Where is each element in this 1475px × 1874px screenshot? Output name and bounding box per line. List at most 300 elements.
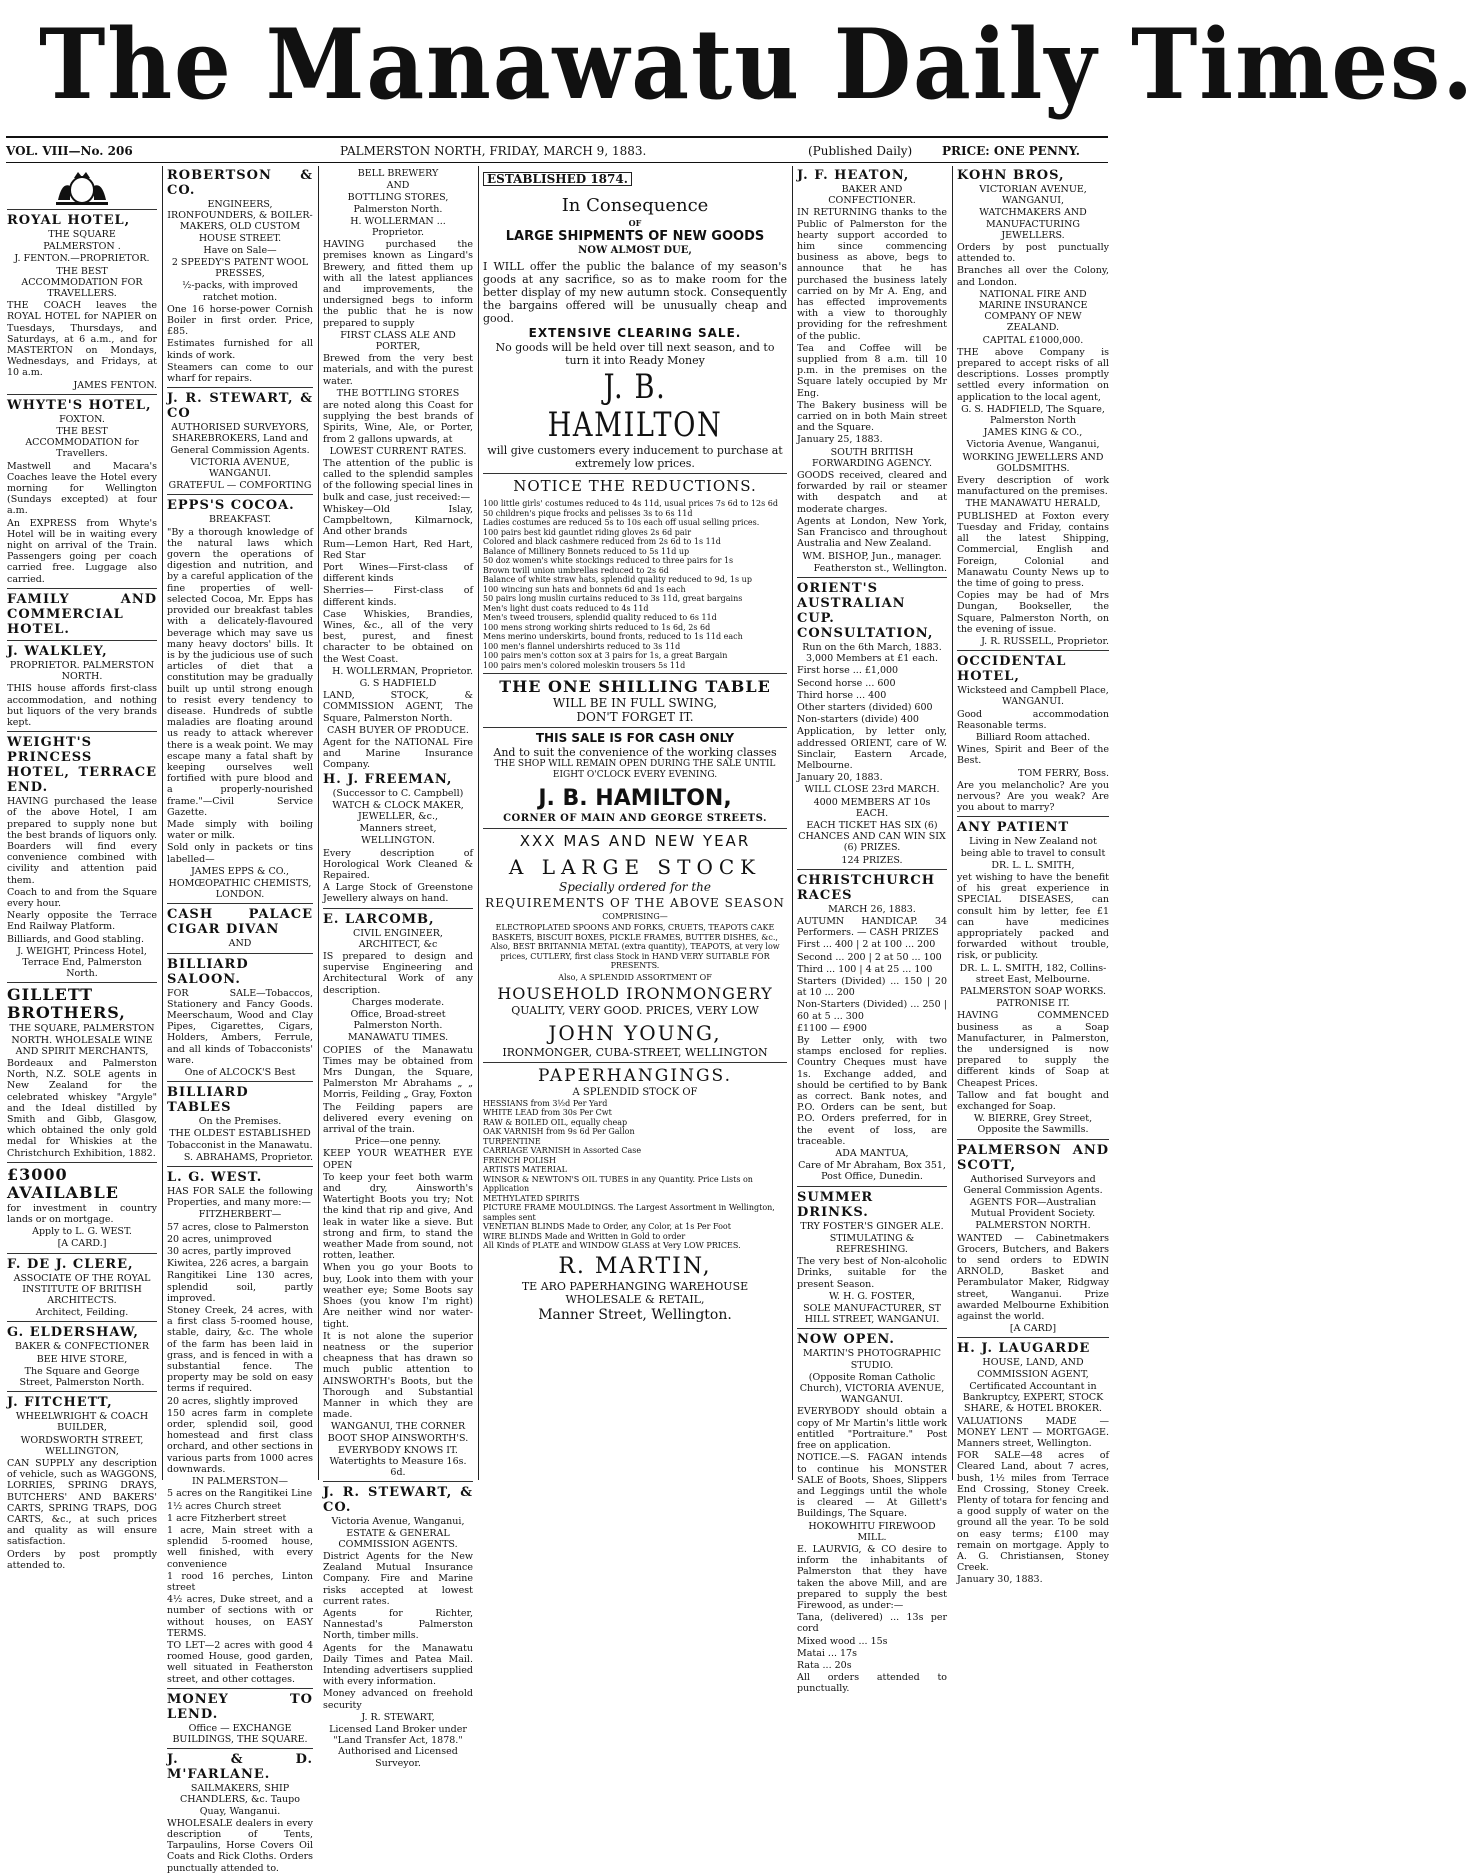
- separator: [167, 1081, 313, 1082]
- column-5: [794, 168, 950, 1695]
- ad-text: PALMERSTON NORTH.: [975, 1220, 1091, 1232]
- ad-text: £1100 — £900: [797, 1022, 867, 1034]
- ad-text: Third ... 100 | 4 at 25 ... 100: [797, 963, 933, 975]
- ad-text: Estimates furnished for all kinds of work.: [167, 338, 313, 361]
- dont-forget-text: DON'T FORGET IT.: [576, 710, 694, 724]
- ad-text: VICTORIAN AVENUE, WANGANUI,: [979, 184, 1087, 207]
- ad-text: HOMŒOPATHIC CHEMISTS, LONDON.: [168, 877, 312, 901]
- ad-text: EACH TICKET HAS SIX (6) CHANCES AND CAN WIN SIX (6) PRIZES.: [798, 819, 946, 854]
- ad-text: Brewed from the very best materials, and with the purest water.: [323, 353, 473, 387]
- of-label: OF: [628, 218, 642, 228]
- reduction-item: 100 men's flannel undershirts reduced to 3s 11d: [483, 641, 681, 651]
- paperhanging-item: CARRIAGE VARNISH in Assorted Case: [483, 1146, 642, 1155]
- ad-text: Tallow and fat bought and exchanged for Soap.: [957, 1089, 1109, 1113]
- ad-text: IN RETURNING thanks to the Public of Palmerston for the hearty support accorded to him since commencing business as above, begs to announce that he has purchased the business lately carried on by Mr A. Eng, and has effected improvements with a view to thoroughly providing for the refreshment of the public.: [797, 207, 947, 342]
- hamilton-name-bold: J. B. HAMILTON,: [538, 786, 732, 811]
- martin-name: R. MARTIN,: [558, 1253, 712, 1279]
- paperhanging-item: HESSIANS from 3½d Per Yard: [483, 1098, 608, 1108]
- large-shipments-heading: LARGE SHIPMENTS OF NEW GOODS: [505, 229, 765, 244]
- ad-text: CAN SUPPLY any description of vehicle, such as WAGGONS, LORRIES, SPRING DRAYS, BUTCHERS' AND BAKERS' CARTS, SPRING TRAPS, DOG CARTS, &c., at such prices and quality as will ensure satisfaction.: [7, 1458, 157, 1548]
- masthead: [0, 0, 1475, 140]
- paperhanging-item: All Kinds of PLATE and WINDOW GLASS at Very LOW PRICES.: [483, 1241, 741, 1250]
- separator: [797, 869, 947, 870]
- ad-text: January 30, 1883.: [957, 1574, 1043, 1586]
- ad-text: Run on the 6th March, 1883. 3,000 Members at £1 each.: [802, 641, 942, 665]
- column-1: [4, 168, 160, 1571]
- ad-heading: BILLIARD TABLES: [167, 1085, 249, 1116]
- ad-text: THE MANAWATU HERALD,: [965, 498, 1101, 510]
- ad-text: 1 acre, Main street with a splendid 5-roomed house, well finished, with every convenience: [167, 1524, 313, 1570]
- separator: [323, 1481, 473, 1482]
- established-label: ESTABLISHED 1874.: [483, 172, 632, 186]
- splendid-stock-label: A SPLENDID STOCK OF: [572, 1086, 698, 1098]
- ad-text: Care of Mr Abraham, Box 351, Post Office, Dunedin.: [798, 1160, 946, 1183]
- ad-heading: J. R. STEWART, & CO.: [323, 1485, 473, 1516]
- ad-heading: EPPS'S COCOA.: [167, 498, 295, 514]
- ad-text: CIVIL ENGINEER, ARCHITECT, &c: [353, 927, 443, 950]
- separator: [797, 1328, 947, 1329]
- ad-heading: WEIGHT'S PRINCESS HOTEL, TERRACE END.: [7, 735, 157, 796]
- ad-text: THE SQUARE, PALMERSTON NORTH. WHOLESALE WINE AND SPIRIT MERCHANTS,: [9, 1023, 155, 1057]
- ad-text: VICTORIA AVENUE, WANGANUI.: [190, 456, 290, 480]
- reduction-item: Brown twill union umbrellas reduced to 2s 6d: [483, 565, 669, 575]
- ad-text: Billiard Room attached.: [975, 731, 1091, 743]
- reduction-item: 100 wincing sun hats and bonnets 6d and 1s each: [483, 584, 686, 594]
- ad-text: WHOLESALE dealers in every description of Tents, Tarpaulins, Horse Covers Oil Coats and Rick Cloths. Orders punctually attended to.: [167, 1817, 313, 1874]
- ad-text: Agent for the NATIONAL Fire and Marine Insurance Company.: [323, 736, 473, 771]
- ad-text: HAS FOR SALE the following Properties, and many more:—: [167, 1186, 313, 1209]
- ad-heading: ANY PATIENT: [957, 820, 1070, 836]
- column-rule: [952, 166, 953, 1480]
- ad-text: AGENTS FOR—Australian Mutual Provident Society.: [969, 1197, 1097, 1220]
- paperhanging-item: WIRE BLINDS Made and Written in Gold to order: [483, 1231, 686, 1241]
- ad-text: FITZHERBERT—: [198, 1209, 282, 1221]
- ad-text: When you go your Boots to buy, Look into them with your weather eye; Some Boots say Shoes (you know I'm right) Are neither wind nor water-tight.: [323, 1262, 473, 1330]
- ad-text: BAKER & CONFECTIONER: [15, 1341, 149, 1353]
- ad-heading: H. J. FREEMAN,: [323, 771, 453, 787]
- ad-text: One 16 horse-power Cornish Boiler in first order. Price, £85.: [167, 303, 313, 338]
- ad-text: All orders attended to punctually.: [797, 1672, 947, 1695]
- ad-text: Matai ... 17s: [797, 1647, 857, 1659]
- dateline: [0, 142, 1114, 162]
- ad-text: Mixed wood ... 15s: [797, 1635, 888, 1647]
- ad-text: G. S HADFIELD: [359, 677, 437, 689]
- ad-text: H. WOLLERMAN, Proprietor.: [332, 665, 473, 677]
- ad-text: DR. L. L. SMITH,: [991, 859, 1075, 871]
- separator: [167, 1748, 313, 1749]
- convenience-text: And to suit the convenience of the working classes: [493, 746, 777, 759]
- ad-text: PALMERSTON .: [43, 241, 121, 253]
- ad-text: It is not alone the superior neatness or the superior cheapness that has drawn so much public attention to AINSWORTH's Boots, but the Thorough and Substantial Manner in which they are made.: [323, 1330, 473, 1421]
- ad-text: One of ALCOCK'S Best: [184, 1067, 296, 1078]
- ad-text: The Feilding papers are delivered every evening on arrival of the train.: [323, 1101, 473, 1136]
- ad-text: MARTIN'S PHOTOGRAPHIC STUDIO.: [802, 1348, 941, 1371]
- volume-number: VOL. VIII—No. 206: [6, 144, 133, 158]
- separator: [957, 816, 1109, 817]
- paperhanging-item: PICTURE FRAME MOULDINGS. The Largest Assortment in Wellington, samples sent: [483, 1203, 775, 1222]
- reduction-item: Mens merino underskirts, bound fronts, reduced to 1s 11d each: [483, 632, 743, 641]
- reduction-item: 50 doz women's white stockings reduced to three pairs for 1s: [483, 556, 734, 565]
- ad-text: Certificated Accountant in Bankruptcy, EXPERT, STOCK SHARE, & HOTEL BROKER.: [962, 1380, 1104, 1415]
- ad-text: First horse ... £1,000: [797, 665, 899, 677]
- separator: [7, 209, 157, 210]
- ad-text: The attention of the public is called to the splendid samples of the following special lines in bulk and case, just received:—: [323, 458, 473, 503]
- ad-text: Tana, (delivered) ... 13s per cord: [797, 1612, 947, 1635]
- separator: [797, 1186, 947, 1187]
- column-rule: [162, 166, 163, 1480]
- ad-text: ASSOCIATE OF THE ROYAL INSTITUTE OF BRITISH ARCHITECTS.: [13, 1272, 151, 1307]
- paperhangings-heading: PAPERHANGINGS.: [538, 1065, 732, 1086]
- reduction-item: Men's tweed trousers, splendid quality reduced to 6s 11d: [483, 613, 717, 622]
- ad-text: Licensed Land Broker under "Land Transfer Act, 1878." Authorised and Licensed Surveyor.: [329, 1724, 467, 1769]
- ad-heading: H. J. LAUGARDE: [957, 1341, 1091, 1357]
- reductions-list: [483, 499, 787, 670]
- in-consequence-heading: In Consequence: [561, 195, 709, 216]
- paperhanging-item: RAW & BOILED OIL, equally cheap: [483, 1117, 628, 1127]
- xmas-heading: XXX MAS AND NEW YEAR: [519, 832, 751, 850]
- quality-text: QUALITY, VERY GOOD. PRICES, VERY LOW: [511, 1003, 759, 1017]
- paperhanging-item: ARTISTS MATERIAL: [483, 1165, 567, 1174]
- ad-text: Victoria Avenue, Wanganui, ESTATE & GENERAL COMMISSION AGENTS.: [331, 1516, 465, 1550]
- ad-text: J. R. RUSSELL, Proprietor.: [981, 635, 1109, 647]
- ad-text: (Opposite Roman Catholic Church), VICTORIA AVENUE, WANGANUI.: [799, 1371, 945, 1406]
- ad-text: On the Premises.: [198, 1116, 282, 1128]
- ad-heading: KOHN BROS,: [957, 168, 1065, 183]
- price: PRICE: ONE PENNY.: [942, 144, 1080, 158]
- ad-text: NATIONAL FIRE AND MARINE INSURANCE COMPANY OF NEW ZEALAND.: [978, 288, 1088, 334]
- ad-heading: CHRISTCHURCH RACES: [797, 872, 935, 903]
- paperhanging-item: VENETIAN BLINDS Made to Order, any Color, at 1s Per Foot: [483, 1222, 731, 1231]
- ad-text: AND: [386, 180, 410, 192]
- ad-text: EVERYBODY KNOWS IT. Watertights to Measure 16s. 6d.: [329, 1444, 467, 1479]
- ad-text: W. H. G. FOSTER,: [828, 1290, 916, 1302]
- ad-heading: J. FITCHETT,: [7, 1395, 113, 1411]
- ad-text: 30 acres, partly improved: [167, 1246, 292, 1258]
- ad-text: GOODS received, cleared and forwarded by rail or steamer with despatch and at moderate charges.: [797, 470, 947, 515]
- paperhanging-item: METHYLATED SPIRITS: [483, 1193, 580, 1203]
- ad-text: To keep your feet both warm and dry, Ainsworth's Watertight Boots you try; Not the kind that rip and give, And leak in water like a sieve. But strong and firm, to stand the weather Made from sound, not rotten, leather.: [323, 1171, 473, 1262]
- te-aro-warehouse: TE ARO PAPERHANGING WAREHOUSE: [521, 1279, 749, 1293]
- ad-text: Living in New Zealand not being able to travel to consult: [960, 836, 1106, 859]
- separator: [7, 588, 157, 589]
- ad-text: WM. BISHOP, Jun., manager.: [802, 550, 942, 562]
- ad-text: JAMES EPPS & CO.,: [190, 865, 290, 877]
- ad-text: Featherston st., Wellington.: [813, 562, 947, 574]
- specially-ordered: Specially ordered for the: [559, 880, 711, 894]
- ad-text: [A CARD.]: [57, 1238, 107, 1250]
- ad-text: AND: [228, 938, 252, 950]
- ad-text: Nearly opposite the Terrace End Railway Platform.: [7, 910, 157, 933]
- ad-heading: FAMILY AND COMMERCIAL HOTEL.: [7, 591, 157, 637]
- also-label: Also, A SPLENDID ASSORTMENT OF: [558, 972, 712, 982]
- reduction-item: Men's light dust coats reduced to 4s 11d: [483, 603, 649, 613]
- ad-text: Bordeaux and Palmerston North, N.Z. SOLE agents in New Zealand for the celebrated whiskey "Argyle" and the Ideal distilled by Smith and Gibb, Glasgow, which obtained the only gold medal for Whiskies at the Christchurch Exhibition, 1882.: [7, 1057, 157, 1159]
- ad-text: yet wishing to have the benefit of his great experience in SPECIAL DISEASES, can consult him by letter, fee £1 can have medicines appropriately packed and forwarded without trouble, risk, or publicity.: [957, 871, 1109, 962]
- ad-text: PUBLISHED at Foxton every Tuesday and Friday, contains all the latest Shipping, Commercial, English and Foreign, Colonial and Manawatu County News up to the time of going to press.: [957, 510, 1109, 589]
- ad-text: 150 acres farm in complete order, splendid soil, good homestead and first class orchard, and other sections in various parts from 1000 acres downwards.: [167, 1407, 313, 1475]
- now-almost-due: NOW ALMOST DUE,: [578, 245, 692, 256]
- separator: [797, 577, 947, 578]
- separator: [957, 650, 1109, 651]
- newspaper-title: The Manawatu Daily Times.: [38, 8, 1475, 121]
- ad-text: Office — EXCHANGE BUILDINGS, THE SQUARE.: [172, 1722, 308, 1745]
- ad-text: HOUSE, LAND, AND COMMISSION AGENT,: [977, 1357, 1089, 1380]
- publication-frequency: (Published Daily): [808, 144, 913, 158]
- ad-heading: CASH PALACE CIGAR DIVAN: [167, 907, 313, 938]
- inducement-text: will give customers every inducement to purchase at extremely low prices.: [487, 444, 783, 470]
- royal-crest-icon: [52, 170, 112, 206]
- column-3: [320, 168, 476, 1769]
- ad-text: BELL BREWERY: [357, 168, 439, 179]
- ad-text: HAVING purchased the premises known as Lingard's Brewery, and fitted them up with all the latest appliances and improvements, the undersigned begs to inform the public that he is now prepared to supply: [323, 239, 473, 329]
- ad-text: 57 acres, close to Palmerston: [167, 1221, 309, 1233]
- column-2: [164, 168, 316, 1874]
- ad-text: "By a thorough knowledge of the natural laws which govern the operations of digestion and nutrition, and by a careful application of the fine properties of well-selected Cocoa, Mr. Epps has provided our breakfast tables with a delicately-flavoured beverage which may save us many heavy doctors' bills. It is by the judicious use of such articles of diet that a constitution may be gradually built up until strong enough to resist every tendency to disease. Hundreds of subtle maladies are floating around us ready to attack wherever there is a weak point. We may escape many a fatal shaft by keeping ourselves well fortified with pure blood and a properly-nourished frame."—Civil Service Gazette.: [167, 526, 313, 818]
- ad-text: Agents at London, New York, San Francisco and throughout Australia and New Zealand.: [797, 515, 947, 550]
- ad-text: First ... 400 | 2 at 100 ... 200: [797, 939, 936, 951]
- ad-text: 1 acre Fitzherbert street: [167, 1512, 287, 1524]
- ad-text: Money advanced on freehold security: [323, 1688, 473, 1711]
- column-6: [954, 168, 1112, 1586]
- ad-heading: OCCIDENTAL HOTEL,: [957, 654, 1067, 685]
- ad-text: J. FENTON.—PROPRIETOR.: [14, 253, 150, 265]
- separator: [7, 394, 157, 395]
- ad-text: ADA MANTUA,: [835, 1148, 909, 1160]
- ad-text: Rangitikei Line 130 acres, splendid soil, partly improved.: [167, 1270, 313, 1304]
- ad-text: KEEP YOUR WEATHER EYE OPEN: [323, 1148, 473, 1171]
- ad-text: Non-Starters (Divided) ... 250 | 60 at 5 ... 300: [797, 999, 947, 1022]
- ad-heading: ROBERTSON & CO.: [167, 168, 313, 198]
- ad-text: WATCH & CLOCK MAKER, JEWELLER, &c.,: [332, 799, 464, 822]
- separator: [483, 828, 787, 829]
- one-shilling-table-heading: THE ONE SHILLING TABLE: [499, 677, 771, 696]
- ad-heading: G. ELDERSHAW,: [7, 1325, 139, 1341]
- ad-text: Office, Broad-street Palmerston North.: [350, 1009, 446, 1032]
- paperhanging-items: [483, 1099, 787, 1251]
- ad-text: January 20, 1883.: [797, 772, 883, 784]
- clearing-sale-heading: EXTENSIVE CLEARING SALE.: [528, 326, 742, 340]
- separator: [167, 494, 313, 495]
- separator: [167, 903, 313, 904]
- ad-text: Agents for the Manawatu Daily Times and Patea Mail. Intending advertisers supplied with every information.: [323, 1642, 473, 1688]
- ad-heading: PALMERSON AND SCOTT,: [957, 1142, 1109, 1173]
- masthead-rule: [6, 136, 1108, 138]
- separator: [483, 1062, 787, 1063]
- ad-text: Price—one penny.: [355, 1136, 441, 1148]
- ad-text: THIS house affords first-class accommodation, and nothing but liquors of the very brands kept.: [7, 683, 157, 728]
- ad-text: A Large Stock of Greenstone Jewellery always on hand.: [323, 882, 473, 905]
- ad-text: Mastwell and Macara's Coaches leave the Hotel every morning for Wellington (Sundays excepted) at four a.m.: [7, 460, 157, 517]
- ad-text: Orders by post punctually attended to.: [957, 242, 1109, 265]
- sale-intro: I WILL offer the public the balance of my season's goods at any sacrifice, so as to make room for the better display of my new autumn stock. Consequently the bargains offered will be unusually cheap and good.: [483, 260, 787, 325]
- separator: [167, 1688, 313, 1689]
- ad-text: Second ... 200 | 2 at 50 ... 100: [797, 951, 942, 963]
- ad-text: W. BIERRE, Grey Street, Opposite the Sawmills.: [973, 1113, 1093, 1136]
- hamilton-name: J. B. HAMILTON: [547, 367, 723, 445]
- ad-text: 4000 MEMBERS AT 10s EACH.: [813, 796, 931, 819]
- ad-text: 4½ acres, Duke street, and a number of sections with or without houses, on EASY TERMS.: [167, 1594, 313, 1639]
- separator: [167, 387, 313, 388]
- ad-heading: J. R. STEWART, & CO: [167, 391, 313, 422]
- column-4-hamilton-advertisement: [480, 168, 790, 1478]
- ad-text: Non-starters (divide) 400: [797, 714, 919, 726]
- ad-text: TOM FERRY, Boss.: [1018, 767, 1109, 779]
- requirements-heading: REQUIREMENTS OF THE ABOVE SEASON: [485, 896, 785, 910]
- ad-text: Tea and Coffee will be supplied from 8 a.m. till 10 p.m. in the premises on the Square lately occupied by Mr Eng.: [797, 342, 947, 399]
- household-ironmongery-heading: HOUSEHOLD IRONMONGERY: [497, 983, 773, 1003]
- ad-text: S. ABRAHAMS, Proprietor.: [183, 1151, 313, 1163]
- ad-text: Every description of work manufactured on the premises.: [957, 475, 1109, 498]
- ad-text: IS prepared to design and supervise Engineering and Architectural Work of any description.: [323, 951, 473, 996]
- ironmonger-address: IRONMONGER, CUBA-STREET, WELLINGTON: [502, 1045, 768, 1059]
- ad-text: SOLE MANUFACTURER, ST HILL STREET, WANGANUI.: [803, 1303, 941, 1326]
- ad-heading: F. DE J. CLERE,: [7, 1256, 134, 1272]
- ad-heading: NOW OPEN.: [797, 1332, 895, 1348]
- ad-text: SAILMAKERS, SHIP CHANDLERS, &c. Taupo Quay, Wanganui.: [180, 1783, 300, 1817]
- ad-text: By Letter only, with two stamps enclosed for replies. Country Cheques must have 1s. Exchange added, and should be certified to by Bank as correct. Bank notes, and P.O. Orders can be sent, but P.O. Orders preferred, for in the event of loss, are traceable.: [797, 1035, 947, 1147]
- ad-text: FOR SALE—48 acres of Cleared Land, about 7 acres, bush, 1½ miles from Terrace End Crossing, Stoney Creek. Plenty of totara for fencing and a good supply of water on the ground all the year. To be sold on easy terms; £100 may remain on mortgage. Apply to A. G. Christiansen, Stoney Creek.: [957, 1450, 1109, 1574]
- ad-text: H. WOLLERMAN ... Proprietor.: [350, 215, 446, 239]
- separator: [957, 1337, 1109, 1338]
- ad-text: Wicksteed and Campbell Place, WANGANUI.: [957, 685, 1109, 708]
- ad-heading: WHYTE'S HOTEL,: [7, 397, 152, 413]
- separator: [7, 982, 157, 983]
- ad-text: MARCH 26, 1883.: [828, 903, 916, 915]
- ad-heading: ROYAL HOTEL,: [7, 213, 131, 228]
- ad-text: J. R. STEWART,: [361, 1711, 435, 1723]
- ad-text: Charges moderate.: [351, 996, 445, 1008]
- ad-heading: £3000 AVAILABLE: [7, 1164, 119, 1202]
- ad-text: NOTICE.—S. FAGAN intends to continue his MONSTER SALE of Boots, Shoes, Slippers and Leggings until the whole is cleared — At Gillett's Buildings, The Square.: [797, 1452, 947, 1520]
- column-rule: [478, 166, 479, 1480]
- ad-text: 5 acres on the Rangitikei Line: [167, 1488, 313, 1500]
- separator: [7, 1391, 157, 1392]
- ad-text: Orders by post promptly attended to.: [7, 1548, 157, 1571]
- separator: [7, 1253, 157, 1254]
- ad-text: Second horse ... 600: [797, 677, 896, 689]
- ad-text: [A CARD]: [1009, 1323, 1057, 1335]
- ad-text: THE BEST ACCOMMODATION for Travellers.: [25, 426, 139, 460]
- ad-text: Agents for Richter, Nannestad's Palmerston North, timber mills.: [323, 1607, 473, 1642]
- column-rule: [318, 166, 319, 1480]
- ad-text: AUTUMN HANDICAP. 34 Performers. — CASH PRIZES: [797, 915, 947, 939]
- ad-text: WATCHMAKERS AND MANUFACTURING JEWELLERS.: [979, 207, 1087, 241]
- ad-text: BEE HIVE STORE,: [36, 1353, 128, 1365]
- paperhanging-item: TURPENTINE: [483, 1136, 541, 1146]
- ad-text: Have on Sale—: [203, 244, 277, 256]
- ad-text: HAVING COMMENCED business as a Soap Manufacturer, in Palmerston, the undersigned is now prepared to supply the different kinds of Soap at Cheapest Prices.: [957, 1010, 1109, 1089]
- reduction-item: Balance of Millinery Bonnets reduced to 5s 11d up: [483, 546, 690, 556]
- ad-text: MANAWATU TIMES.: [347, 1032, 449, 1044]
- ad-text: Branches all over the Colony, and London.: [957, 265, 1109, 288]
- ad-text: WORDSWORTH STREET, WELLINGTON,: [20, 1434, 144, 1457]
- ad-text: THE BOTTLING STORES: [336, 387, 460, 399]
- separator: [167, 1166, 313, 1167]
- ad-text: VALUATIONS MADE — MONEY LENT — MORTGAGE. Manners street, Wellington.: [957, 1415, 1109, 1449]
- ad-text: Rum—Lemon Hart, Red Hart, Red Star: [323, 538, 473, 561]
- ad-heading: J. WALKLEY,: [7, 643, 108, 659]
- ad-text: The very best of Non-alcoholic Drinks, suitable for the present Season.: [797, 1256, 947, 1290]
- ad-text: for investment in country lands or on mortgage.: [7, 1202, 157, 1225]
- ad-text: Application, by letter only, addressed ORIENT, care of W. Sinclair, Eastern Arcade, Melbourne.: [797, 726, 947, 771]
- ad-text: FOR SALE—Tobaccos, Stationery and Fancy Goods. Meerschaum, Wood and Clay Pipes, Cigarettes, Cigars, Holders, Ambers, Ferrule, and all kinds of Tobacconists' ware.: [167, 987, 313, 1066]
- ad-text: SOUTH BRITISH FORWARDING AGENCY.: [812, 446, 932, 469]
- paperhanging-item: WHITE LEAD from 30s Per Cwt: [483, 1108, 612, 1117]
- goods-list: ELECTROPLATED SPOONS AND FORKS, CRUETS, TEAPOTS CAKE BASKETS, BISCUIT BOXES, PICKLE FRAMES, BUTTER DISHES, &c., Also, BEST BRITANNIA METAL (extra quantity), TEAPOTS, at very low prices, CUTLERY, first class Stock in HAND VERY SUITABLE FOR PRESENTS.: [490, 923, 780, 970]
- corner-address: CORNER OF MAIN AND GEORGE STREETS.: [503, 813, 767, 824]
- separator: [7, 640, 157, 641]
- column-rule: [792, 166, 793, 1480]
- ad-text: LOWEST CURRENT RATES.: [329, 445, 467, 457]
- shop-hours-text: THE SHOP WILL REMAIN OPEN DURING THE SALE UNTIL EIGHT O'CLOCK EVERY EVENING.: [494, 759, 776, 780]
- ad-text: Victoria Avenue, Wanganui,: [966, 439, 1100, 451]
- ad-text: Every description of Horological Work Cleaned & Repaired.: [323, 847, 473, 881]
- large-stock-heading: A LARGE STOCK: [508, 855, 762, 879]
- ad-text: Port Wines—First-class of different kinds: [323, 561, 473, 585]
- ad-text: 1½ acres Church street: [167, 1500, 282, 1512]
- ad-text: BOTTLING STORES, Palmerston North.: [347, 192, 449, 215]
- notice-reductions-heading: NOTICE THE REDUCTIONS.: [513, 477, 757, 495]
- ad-text: G. S. HADFIELD, The Square, Palmerston North: [961, 403, 1105, 427]
- ad-text: EVERYBODY should obtain a copy of Mr Martin's little work entitled "Portraiture." Post free on application.: [797, 1406, 947, 1452]
- ad-text: The Bakery business will be carried on in both Main street and the Square.: [797, 399, 947, 434]
- ad-text: January 25, 1883.: [797, 434, 883, 446]
- ad-text: (Successor to C. Campbell): [332, 787, 464, 799]
- ad-text: Apply to L. G. WEST.: [32, 1226, 132, 1238]
- ad-text: Authorised Surveyors and General Commission Agents.: [963, 1173, 1103, 1196]
- ad-text: JAMES KING & CO.,: [983, 427, 1083, 439]
- ad-heading: L. G. WEST.: [167, 1170, 263, 1186]
- ad-text: Made simply with boiling water or milk.: [167, 818, 313, 842]
- ad-text: COPIES of the Manawatu Times may be obtained from Mrs Dungan, the Square, Palmerston Mr Abrahams „ „ Morris, Feilding „ Gray, Foxton: [323, 1044, 473, 1101]
- ad-text: STIMULATING & REFRESHING.: [829, 1232, 915, 1256]
- ad-text: J. WEIGHT, Princess Hotel, Terrace End, Palmerston North.: [17, 945, 147, 980]
- separator: [483, 473, 787, 474]
- ad-text: 1 rood 16 perches, Linton street: [167, 1570, 313, 1593]
- ad-text: Rata ... 20s: [797, 1659, 852, 1671]
- ad-text: CAPITAL £1000,000.: [982, 334, 1084, 346]
- place-date: PALMERSTON NORTH, FRIDAY, MARCH 9, 1883.: [340, 144, 647, 158]
- ad-text: BAKER AND CONFECTIONER.: [828, 184, 916, 207]
- separator: [7, 1162, 157, 1163]
- ad-text: ENGINEERS, IRONFOUNDERS, & BOILER-MAKERS, OLD CUSTOM HOUSE STREET.: [167, 199, 313, 244]
- ad-text: PALMERSTON SOAP WORKS.: [959, 986, 1107, 997]
- ad-text: HAVING purchased the lease of the above Hotel, I am prepared to supply none but the best brands of liquors only. Boarders will find every convenience combined with civility and attention paid them.: [7, 796, 157, 886]
- ad-text: PATRONISE IT.: [996, 998, 1070, 1010]
- ad-text: WHEELWRIGHT & COACH BUILDER,: [15, 1411, 149, 1434]
- ad-text: Billiards, and Good stabling.: [7, 933, 145, 945]
- ad-text: DR. L. L. SMITH, 182, Collins-street East, Melbourne.: [959, 962, 1107, 985]
- ad-heading: SUMMER DRINKS.: [797, 1189, 874, 1220]
- ad-text: Sherries— First-class of different kinds.: [323, 585, 473, 608]
- separator: [167, 953, 313, 954]
- ad-heading: J. F. HEATON,: [797, 168, 910, 183]
- reduction-item: 50 children's pique frocks and pelisses 3s to 6s 11d: [483, 508, 693, 518]
- ad-text: BREAKFAST.: [208, 514, 272, 526]
- ad-text: TO LET—2 acres with good 4 roomed House, good garden, well situated in Featherston street, and other cottages.: [167, 1639, 313, 1685]
- reduction-item: Ladies costumes are reduced 5s to 10s each off usual selling prices.: [483, 518, 760, 527]
- paperhanging-item: WINSOR & NEWTON'S OIL TUBES in any Quantity. Price Lists on Application: [483, 1174, 753, 1193]
- ad-text: PROPRIETOR. PALMERSTON NORTH.: [9, 659, 155, 683]
- ad-text: IN PALMERSTON—: [191, 1476, 289, 1488]
- separator: [483, 673, 787, 674]
- ad-text: E. LAURVIG, & CO desire to inform the inhabitants of Palmerston that they have taken the above Mill, and are prepared to supply the best Firewood, as under:—: [797, 1543, 947, 1611]
- ad-text: Case Whiskies, Brandies, Wines, &c., all of the very best, purest, and finest character to be obtained on the West Coast.: [323, 608, 473, 665]
- reduction-item: Colored and black cashmere reduced from 2s 6d to 1s 11d: [483, 537, 721, 546]
- paperhanging-item: OAK VARNISH from 9s 6d Per Gallon: [483, 1127, 635, 1136]
- ad-text: FIRST CLASS ALE AND PORTER,: [340, 329, 456, 353]
- dateline-rule: [6, 162, 1108, 163]
